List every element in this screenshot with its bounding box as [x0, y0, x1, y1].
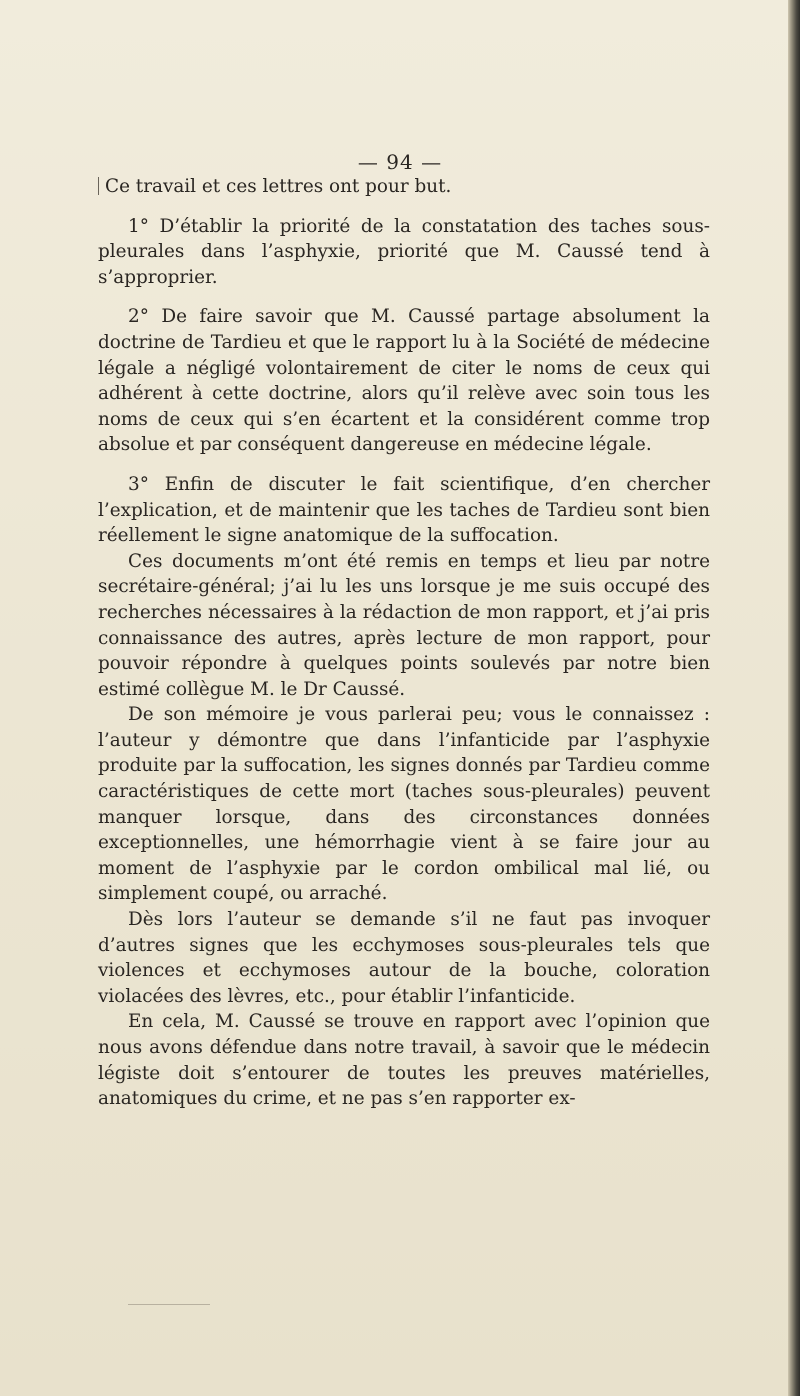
- opinion-paragraph: En cela, M. Caussé se trouve en rapport avec l’opinion que nous avons défendue dans notre travail, à savoir que le médecin légiste doit s’entourer de toutes les preuves matérielles, anatomiques du crime, et ne pas s’en rapporter ex-: [98, 1011, 710, 1110]
- page-number: — 94 —: [357, 150, 443, 174]
- documents-paragraph: Ces documents m’ont été remis en temps et lieu par notre secrétaire-général; j’ai lu les uns lorsque je me suis occupé des recherches nécessaires à la rédaction de mon rapport, et j’ai pris connaissance des autres, après lecture de mon rapport, pour pouvoir répondre à quelques points soulevés par notre bien estimé collègue M. le Dr Caussé.: [98, 550, 710, 700]
- faint-pencil-stroke: [128, 1304, 210, 1305]
- intro-paragraph: [98, 174, 710, 200]
- question-paragraph: Dès lors l’auteur se demande s’il ne faut pas invoquer d’autres signes que les ecchymoses sous-pleurales tels que violences et ecchymoses autour de la bouche, coloration violacées des lèvres, etc., pour établir l’infanticide.: [98, 909, 710, 1007]
- intro-text: Ce travail et ces lettres ont pour but.: [105, 176, 452, 197]
- memoire-paragraph: De son mémoire je vous parlerai peu; vous le connaissez : l’auteur y démontre que dans l’infanticide par l’asphyxie produite par la suffocation, les signes donnés par Tardieu comme caractéristiques de cette mort (taches sous-pleurales) peuvent manquer lorsque, dans des circonstances données exceptionnelles, une hémorrhagie vient à se faire jour au moment de l’asphyxie par le cordon ombilical mal lié, ou simplement coupé, ou arraché.: [98, 704, 710, 905]
- point-1-paragraph: 1° D’établir la priorité de la constatation des taches sous-pleurales dans l’asphyxie, priorité que M. Caussé tend à s’approprier.: [98, 215, 710, 288]
- margin-mark: [98, 177, 99, 195]
- body-text: [98, 174, 710, 1112]
- point-2-paragraph: 2° De faire savoir que M. Caussé partage absolument la doctrine de Tardieu et que le rapport lu à la Société de médecine légale a négligé volontairement de citer le noms de ceux qui adhérent à cette doctrine, alors qu’il relève avec soin tous les noms de ceux qui s’en écartent et la considérent comme trop absolue et par conséquent dangereuse en médecine légale.: [98, 306, 710, 456]
- point-3-paragraph: 3° Enfin de discuter le fait scientifique, d’en chercher l’explication, et de maintenir que les taches de Tardieu sont bien réellement le signe anatomique de la suffocation.: [98, 473, 710, 547]
- book-binding-edge: [788, 0, 800, 1396]
